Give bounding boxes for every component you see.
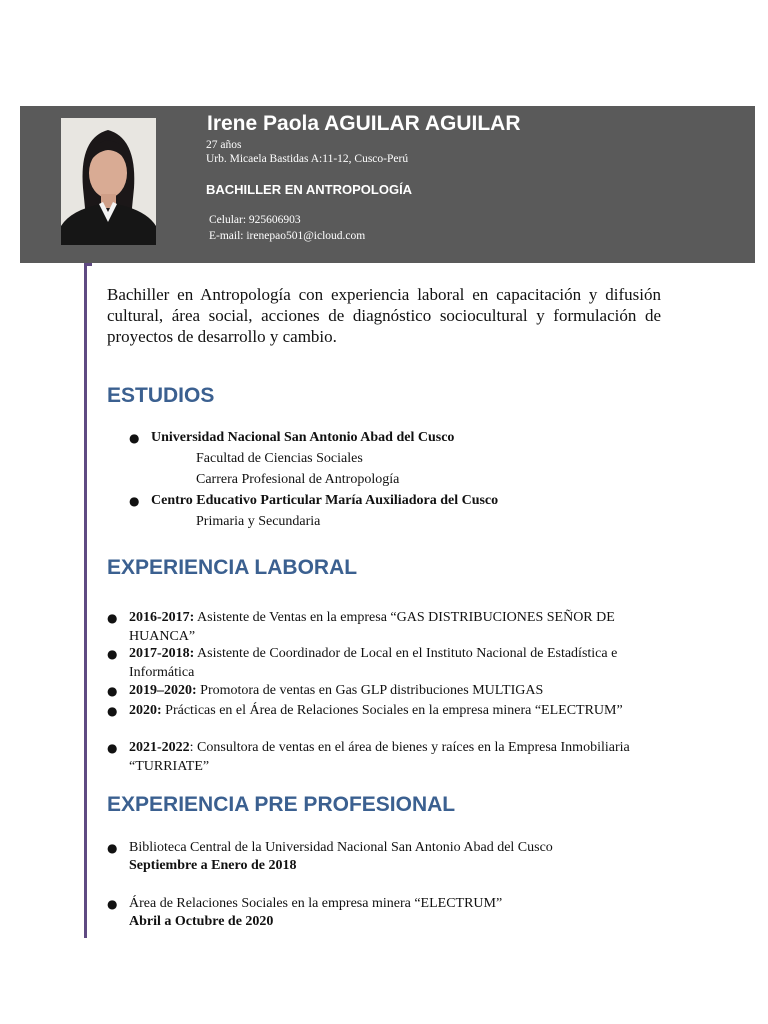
- work-item: 2019–2020: Promotora de ventas en Gas GLP distribuciones MULTIGAS: [129, 683, 544, 698]
- preprof-dates: Abril a Octubre de 2020: [129, 914, 274, 929]
- degree-title: BACHILLER EN ANTROPOLOGÍA: [206, 182, 413, 197]
- bullet-icon: ●: [107, 897, 118, 911]
- left-border-line: [84, 263, 87, 938]
- preprof-dates: Septiembre a Enero de 2018: [129, 858, 297, 873]
- bullet-icon: ●: [107, 841, 118, 855]
- bullet-icon: ●: [129, 431, 140, 445]
- work-item: 2017-2018: Asistente de Coordinador de Local en el Instituto Nacional de Estadística e Informática: [129, 646, 618, 680]
- left-border-tick: [84, 263, 92, 266]
- portrait-image: [61, 118, 156, 245]
- bullet-icon: ●: [107, 611, 118, 625]
- profile-summary: Bachiller en Antropología con experiencia laboral en capacitación y difusión cultural, área social, acciones de diagnóstico sociocultural y formulación de proyectos de desarrollo y cambio.: [107, 285, 661, 346]
- bullet-icon: ●: [129, 494, 140, 508]
- email: E-mail: irenepao501@icloud.com: [209, 230, 366, 242]
- preprof-place: Área de Relaciones Sociales en la empresa minera “ELECTRUM”: [129, 896, 503, 911]
- study-school-2: Centro Educativo Particular María Auxiliadora del Cusco: [151, 493, 499, 508]
- address: Urb. Micaela Bastidas A:11-12, Cusco-Perú: [206, 153, 409, 165]
- study-detail: Facultad de Ciencias Sociales: [196, 451, 363, 466]
- preprof-heading: EXPERIENCIA PRE PROFESIONAL: [107, 793, 456, 816]
- bullet-icon: ●: [107, 684, 118, 698]
- bullet-icon: ●: [107, 704, 118, 718]
- study-detail: Primaria y Secundaria: [196, 514, 321, 529]
- phone: Celular: 925606903: [209, 214, 301, 226]
- bullet-icon: ●: [107, 741, 118, 755]
- study-detail: Carrera Profesional de Antropología: [196, 472, 400, 487]
- work-item: 2016-2017: Asistente de Ventas en la empresa “GAS DISTRIBUCIONES SEÑOR DE HUANCA”: [129, 610, 615, 644]
- bullet-icon: ●: [107, 647, 118, 661]
- cv-header: [20, 106, 755, 263]
- preprof-place: Biblioteca Central de la Universidad Nacional San Antonio Abad del Cusco: [129, 840, 553, 855]
- full-name: Irene Paola AGUILAR AGUILAR: [207, 112, 521, 135]
- work-item: 2021-2022: Consultora de ventas en el área de bienes y raíces en la Empresa Inmobiliaria “TURRIATE”: [129, 740, 630, 774]
- study-school-1: Universidad Nacional San Antonio Abad del Cusco: [151, 430, 455, 445]
- work-heading: EXPERIENCIA LABORAL: [107, 556, 358, 579]
- studies-heading: ESTUDIOS: [107, 384, 215, 407]
- work-item: 2020: Prácticas en el Área de Relaciones Sociales en la empresa minera “ELECTRUM”: [129, 703, 623, 718]
- profile-photo: [61, 118, 156, 245]
- age: 27 años: [206, 139, 242, 151]
